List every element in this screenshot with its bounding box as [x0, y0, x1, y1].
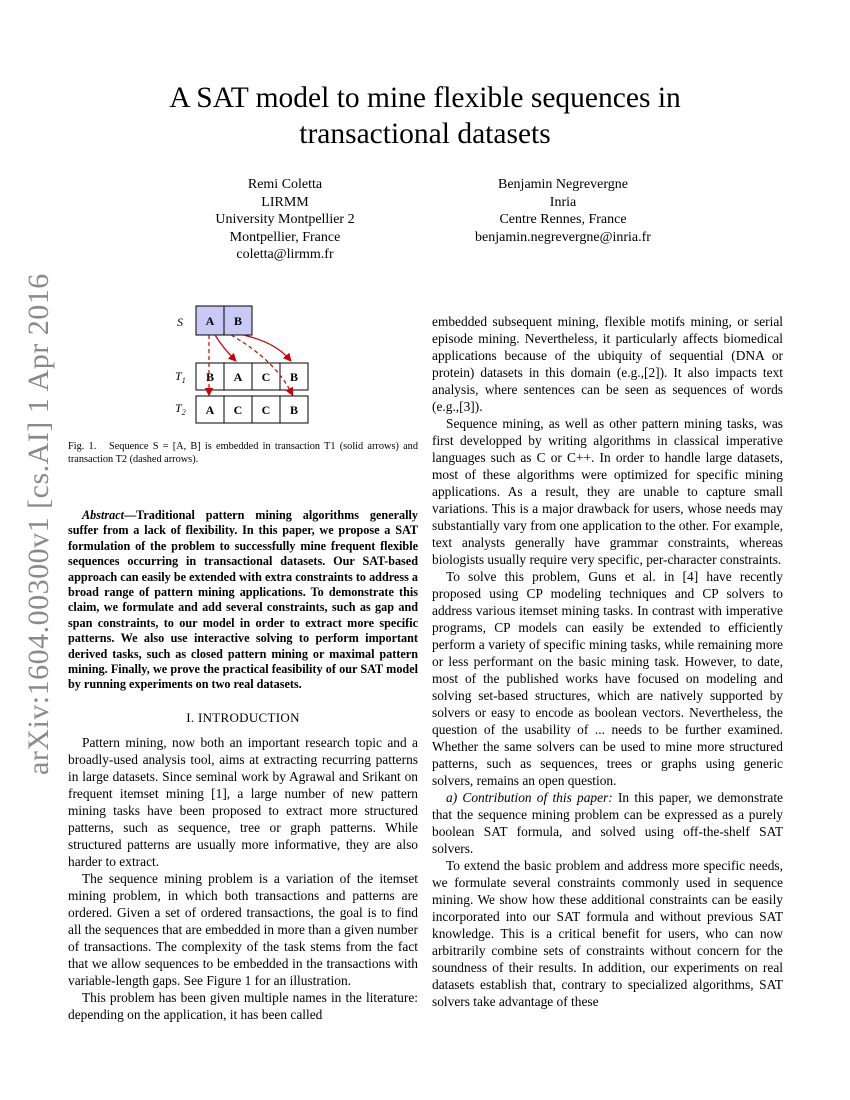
t2-cell-text: C — [233, 403, 243, 417]
t2-cell-text: C — [261, 403, 271, 417]
abstract — [68, 508, 418, 693]
right-column — [432, 313, 783, 1010]
caption-text: Sequence S = [A, B] is embedded in transaction T1 (solid arrows) and transaction T2 (dashed arrows). — [68, 441, 418, 465]
t1-cell-text: C — [261, 370, 271, 384]
t1-cell-text: B — [205, 370, 215, 384]
author-email: benjamin.negrevergne@inria.fr — [475, 229, 651, 245]
author-location: Centre Rennes, France — [499, 212, 627, 227]
left-column — [68, 440, 418, 1023]
caption-prefix: Fig. 1. — [68, 441, 97, 452]
body-paragraph: embedded subsequent mining, flexible motifs mining, or serial episode mining. Nevertheless, it particularly affects biomedical applications because of the ubiquity of sequential (DNA or protein) datasets in this domain (e.g.,[2]). It also impacts text analysis, where sentences can be seen as sequences of words (e.g.,[3]). — [432, 314, 783, 414]
body-paragraph: To extend the basic problem and address more specific needs, we formulate several constraints commonly used in sequence mining. We show how these additional constraints can be easily incorporated into our SAT formula and without previous SAT knowledge. This is a critical benefit for users, who can now arbitrarily combine sets of constraints without concern for the soundness of their results. In addition, our experiments on real datasets establish that, contrary to specialized algorithms, SAT solvers take advantage of these — [432, 858, 783, 1009]
figure-1-diagram — [165, 300, 325, 430]
s-cell-text: B — [233, 314, 243, 328]
s-cell-text: A — [205, 314, 215, 328]
intro-paragraph: This problem has been given multiple names in the literature: depending on the application, it has been called — [68, 989, 418, 1022]
author-name: Benjamin Negrevergne — [498, 177, 628, 192]
author-email: coletta@lirmm.fr — [236, 247, 334, 262]
author-block-2 — [448, 176, 678, 246]
contribution-text: In this paper, we demonstrate that the sequence mining problem can be expressed as a purely boolean SAT formula, and solved using off-the-shelf SAT solvers. — [432, 790, 783, 856]
body-paragraph: Sequence mining, as well as other pattern mining tasks, was first developped by writing algorithms in classical imperative languages such as C or C++. In order to handle large datasets, most of these algorithms were optimized for specific mining applications. As a result, they are unable to capture small variations. This is a major drawback for users, whose needs may substantially vary from one application to the other. For example, text analysts generally have grammar constraints, whereas biologists usually require very specific, per-character constraints. — [432, 416, 783, 567]
figure-1 — [165, 300, 325, 430]
title-line-2: transactional datasets — [299, 118, 551, 150]
intro-paragraph: Pattern mining, now both an important research topic and a broadly-used analysis tool, aims at extracting recurring patterns in large datasets. Since seminal work by Agrawal and Srikant on frequent itemset mining [1], a large number of new pattern mining tasks have been proposed to extract more structured patterns, such as sequence, tree or graph patterns. While structured patterns are usually more informative, they are also harder to extract. — [68, 734, 418, 869]
label-S: S — [177, 315, 183, 329]
title-line-1: A SAT model to mine flexible sequences in — [169, 82, 681, 114]
body-paragraph: To solve this problem, Guns et al. in [4] have recently proposed using CP modeling techniques and CP solvers to address various itemset mining tasks. In contrast with imperative programs, CP models can easily be extended to efficiently perform a variety of specific mining tasks, while remaining more or less performant on the basic mining task. However, to date, most of the published works have focused on modeling and solving set-based structures, which are natively supported by solvers or easy to encode as boolean vectors. Nevertheless, the question of the usability of ... needs to be further examined. Whether the same solvers can be used to mine more structured patterns, such as sequences, trees or graphs using generic solvers, remains an open question. — [432, 569, 783, 788]
abstract-text: —Traditional pattern mining algorithms generally suffer from a lack of flexibility. In this paper, we propose a SAT formulation of the problem to successfully mine frequent flexible sequences occurring in transactional datasets. Our SAT-based approach can easily be extended with extra constraints to address a broad range of pattern mining applications. To demonstrate this claim, we formulate and add several constraints, such as gap and span constraints, to our model in order to extract more specific patterns. We also use interactive solving to perform important derived tasks, such as closed pattern mining or maximal pattern mining. Finally, we prove the practical feasibility of our SAT model by running experiments on two real datasets. — [68, 508, 418, 692]
t1-cell-text: B — [289, 370, 299, 384]
author-affiliation: LIRMM — [261, 194, 309, 210]
author-affiliation: Inria — [549, 194, 577, 210]
solid-arrow-a — [215, 335, 235, 360]
author-block-1 — [170, 176, 400, 264]
author-name: Remi Coletta — [247, 177, 323, 192]
t1-cell-text: A — [233, 370, 243, 384]
t2-cell-text: A — [205, 403, 215, 417]
intro-paragraph: The sequence mining problem is a variation of the itemset mining problem, in which both transactions and patterns are ordered. Given a set of ordered transactions, the goal is to find all the sequences that are embedded in more than a given number of transactions. The complexity of the task stems from the fact that we allow sequences to be embedded in the transactions with variable-length gaps. See Figure 1 for an illustration. — [68, 870, 418, 988]
label-T2: $T_2$ — [175, 401, 186, 417]
paper-title — [90, 80, 760, 152]
abstract-label: Abstract — [82, 508, 124, 522]
author-location: Montpellier, France — [229, 229, 341, 245]
section-heading-introduction: I. INTRODUCTION — [186, 709, 300, 725]
contribution-paragraph — [432, 789, 783, 857]
label-T1: $T_1$ — [175, 369, 186, 385]
contribution-title: a) Contribution of this paper: — [446, 790, 613, 805]
figure-caption — [68, 440, 418, 466]
arxiv-id: arXiv:1604.00300v1 [cs.AI] 1 Apr 2016 — [22, 273, 55, 775]
t2-cell-text: B — [289, 403, 299, 417]
author-affiliation: University Montpellier 2 — [215, 212, 355, 227]
